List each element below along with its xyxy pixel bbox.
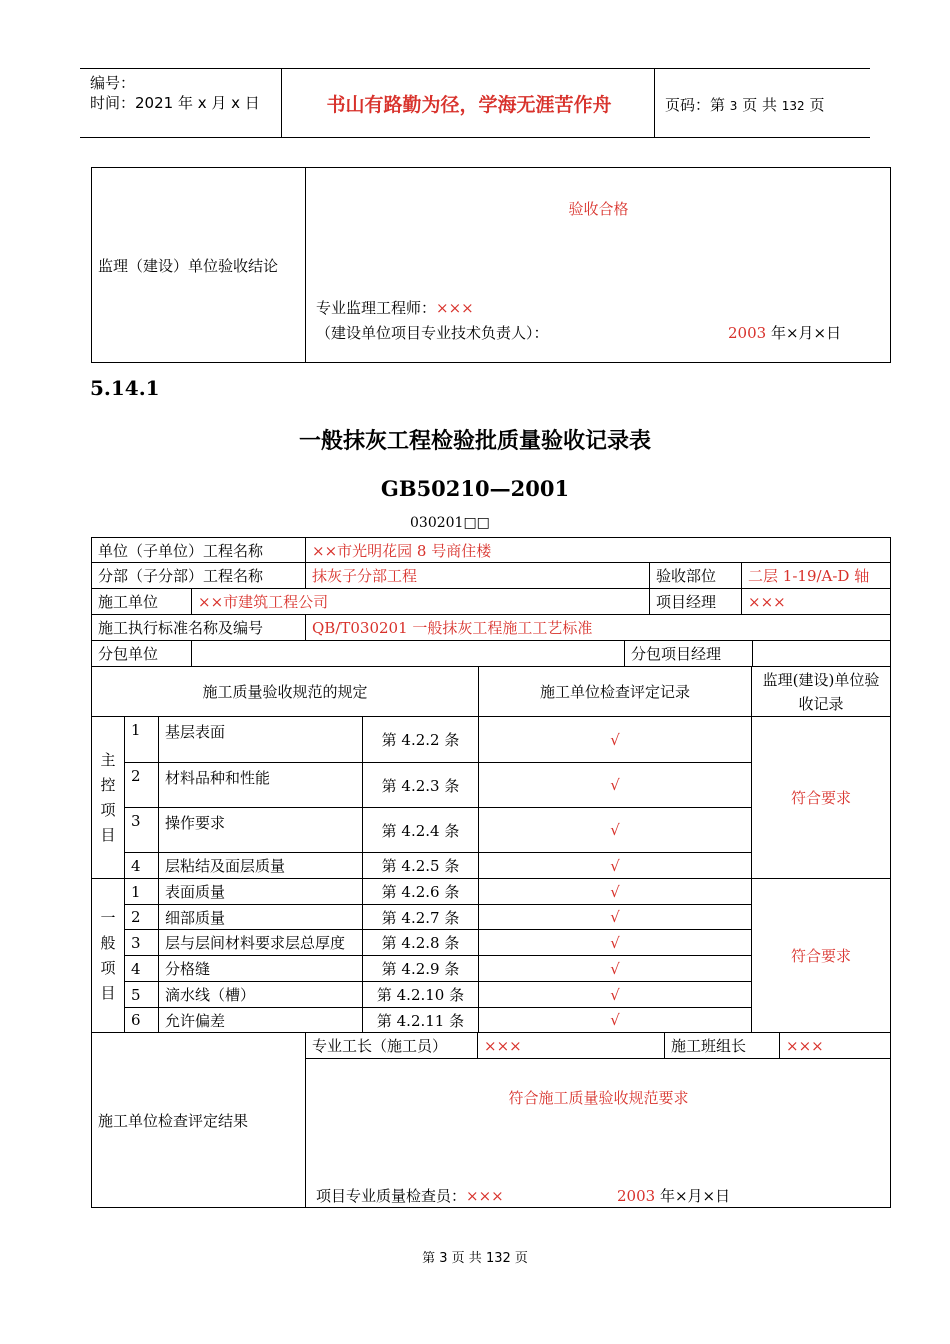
general-item-no: 5	[125, 982, 159, 1008]
supervision-result: 验收合格	[568, 200, 629, 218]
engineer-label: 专业监理工程师：	[316, 299, 437, 317]
page-suffix: 页	[809, 96, 825, 114]
inspector-value: ×××	[466, 1187, 504, 1205]
page-total: 132	[781, 99, 805, 113]
general-item-mark: √	[479, 879, 752, 905]
footer-mid: 页 共	[451, 1251, 482, 1266]
general-group-result: 符合要求	[752, 879, 891, 1033]
supervision-owner-label: （建设单位项目专业技术负责人）：	[316, 324, 549, 342]
contractor-conclusion: 符合施工质量验收规范要求	[508, 1089, 689, 1107]
main-item-clause: 第 4.2.5 条	[363, 853, 479, 879]
header-meta	[90, 73, 260, 113]
main-group-label: 主控项目	[92, 717, 125, 879]
supervision-date	[728, 322, 841, 343]
general-item-mark: √	[479, 982, 752, 1008]
main-item-clause: 第 4.2.3 条	[363, 763, 479, 808]
contractor-result-table	[91, 1032, 891, 1208]
header-motto: 书山有路勤为径，学海无涯苦作舟	[326, 94, 612, 116]
section-number: 5.14.1	[90, 376, 160, 400]
contractor-value: ××市建筑工程公司	[192, 589, 650, 615]
serial-label: 编号：	[90, 74, 136, 92]
general-item-mark: √	[479, 956, 752, 982]
page-footer	[0, 1247, 950, 1266]
general-item-name: 滴水线（槽）	[159, 982, 363, 1008]
unit-name-value: ××市光明花园 8 号商住楼	[306, 538, 891, 563]
supervision-engineer	[316, 297, 474, 318]
general-item-clause: 第 4.2.7 条	[363, 905, 479, 930]
general-item-clause: 第 4.2.8 条	[363, 930, 479, 956]
general-group-label: 一般项目	[92, 879, 125, 1033]
general-item-mark: √	[479, 930, 752, 956]
team-label: 施工班组长	[665, 1033, 780, 1059]
supervision-label: 监理（建设）单位验收结论	[92, 168, 306, 363]
main-item-name: 基层表面	[159, 717, 363, 763]
main-item-no: 2	[125, 763, 159, 808]
main-group-result: 符合要求	[752, 717, 891, 879]
contractor-label: 施工单位	[92, 589, 192, 615]
sub-label: 分包单位	[92, 641, 192, 667]
main-item-no: 3	[125, 808, 159, 853]
main-item-no: 4	[125, 853, 159, 879]
general-items-table	[91, 878, 891, 1033]
main-item-no: 1	[125, 717, 159, 763]
inspector-label: 项目专业质量检查员：	[316, 1187, 467, 1205]
general-item-no: 2	[125, 905, 159, 930]
main-item-clause: 第 4.2.2 条	[363, 717, 479, 763]
general-item-mark: √	[479, 1008, 752, 1033]
unit-name-label: 单位（子单位）工程名称	[92, 538, 306, 563]
sub-pm-label: 分包项目经理	[625, 641, 753, 667]
contractor-row	[91, 588, 891, 615]
col-spec: 施工质量验收规范的规定	[92, 667, 479, 717]
general-item-clause: 第 4.2.11 条	[363, 1008, 479, 1033]
page-mid: 页 共	[742, 96, 777, 114]
sub-pm-value	[753, 641, 891, 667]
main-item-mark: √	[479, 717, 752, 763]
col-supervise: 监理(建设)单位验收记录	[752, 667, 891, 717]
main-item-mark: √	[479, 763, 752, 808]
std-value: QB/T030201 一般抹灰工程施工工艺标准	[306, 615, 891, 641]
part-name-value: 抹灰子分部工程	[306, 563, 650, 589]
main-item-clause: 第 4.2.4 条	[363, 808, 479, 853]
general-item-mark: √	[479, 905, 752, 930]
main-item-name: 操作要求	[159, 808, 363, 853]
foreman-label: 专业工长（施工员）	[306, 1033, 478, 1059]
standard-row	[91, 614, 891, 641]
general-item-clause: 第 4.2.10 条	[363, 982, 479, 1008]
date-year: 2003	[728, 324, 767, 342]
subcontract-row	[91, 640, 891, 667]
std-label: 施工执行标准名称及编号	[92, 615, 306, 641]
main-item-mark: √	[479, 808, 752, 853]
main-item-mark: √	[479, 853, 752, 879]
main-item-name: 材料品种和性能	[159, 763, 363, 808]
pm-label: 项目经理	[650, 589, 742, 615]
inspector	[316, 1185, 504, 1206]
general-item-name: 层与层间材料要求层总厚度	[159, 930, 363, 956]
foreman-value: ×××	[478, 1033, 665, 1059]
form-code: 030201□□	[410, 515, 490, 531]
general-item-clause: 第 4.2.9 条	[363, 956, 479, 982]
general-item-no: 1	[125, 879, 159, 905]
contractor-date	[617, 1185, 730, 1206]
general-item-no: 6	[125, 1008, 159, 1033]
page-title: 一般抹灰工程检验批质量验收记录表	[298, 429, 651, 454]
date-year: 2003	[617, 1187, 656, 1205]
contractor-result-label: 施工单位检查评定结果	[92, 1033, 306, 1208]
date-rest: 年×月×日	[659, 1187, 731, 1205]
contractor-result-content	[306, 1059, 891, 1208]
info-table	[91, 537, 891, 589]
general-item-name: 细部质量	[159, 905, 363, 930]
standard-code: GB50210—2001	[380, 476, 570, 501]
supervision-content	[306, 168, 891, 363]
team-value: ×××	[780, 1033, 891, 1059]
date-rest: 年×月×日	[770, 324, 842, 342]
general-item-name: 允许偏差	[159, 1008, 363, 1033]
page-header	[80, 68, 870, 138]
footer-page: 3	[439, 1251, 448, 1266]
accept-part-label: 验收部位	[650, 563, 742, 589]
footer-suffix: 页	[514, 1251, 528, 1266]
sub-value	[192, 641, 625, 667]
header-pager	[665, 94, 824, 115]
page-number: 3	[729, 99, 738, 113]
engineer-value: ×××	[436, 299, 474, 317]
main-items-table	[91, 716, 891, 879]
general-item-no: 3	[125, 930, 159, 956]
general-item-clause: 第 4.2.6 条	[363, 879, 479, 905]
footer-prefix: 第	[422, 1251, 436, 1266]
general-item-no: 4	[125, 956, 159, 982]
part-name-label: 分部（子分部）工程名称	[92, 563, 306, 589]
accept-part-value: 二层 1-19/A-D 轴	[742, 563, 891, 589]
pm-value: ×××	[742, 589, 891, 615]
main-item-name: 层粘结及面层质量	[159, 853, 363, 879]
column-header-row	[91, 666, 891, 717]
supervision-table	[91, 167, 891, 363]
footer-total: 132	[485, 1251, 511, 1266]
page-prefix: 页码：第	[665, 96, 726, 114]
general-item-name: 表面质量	[159, 879, 363, 905]
general-item-name: 分格缝	[159, 956, 363, 982]
time-label: 时间：2021 年 x 月 x 日	[90, 94, 260, 112]
col-check: 施工单位检查评定记录	[479, 667, 752, 717]
